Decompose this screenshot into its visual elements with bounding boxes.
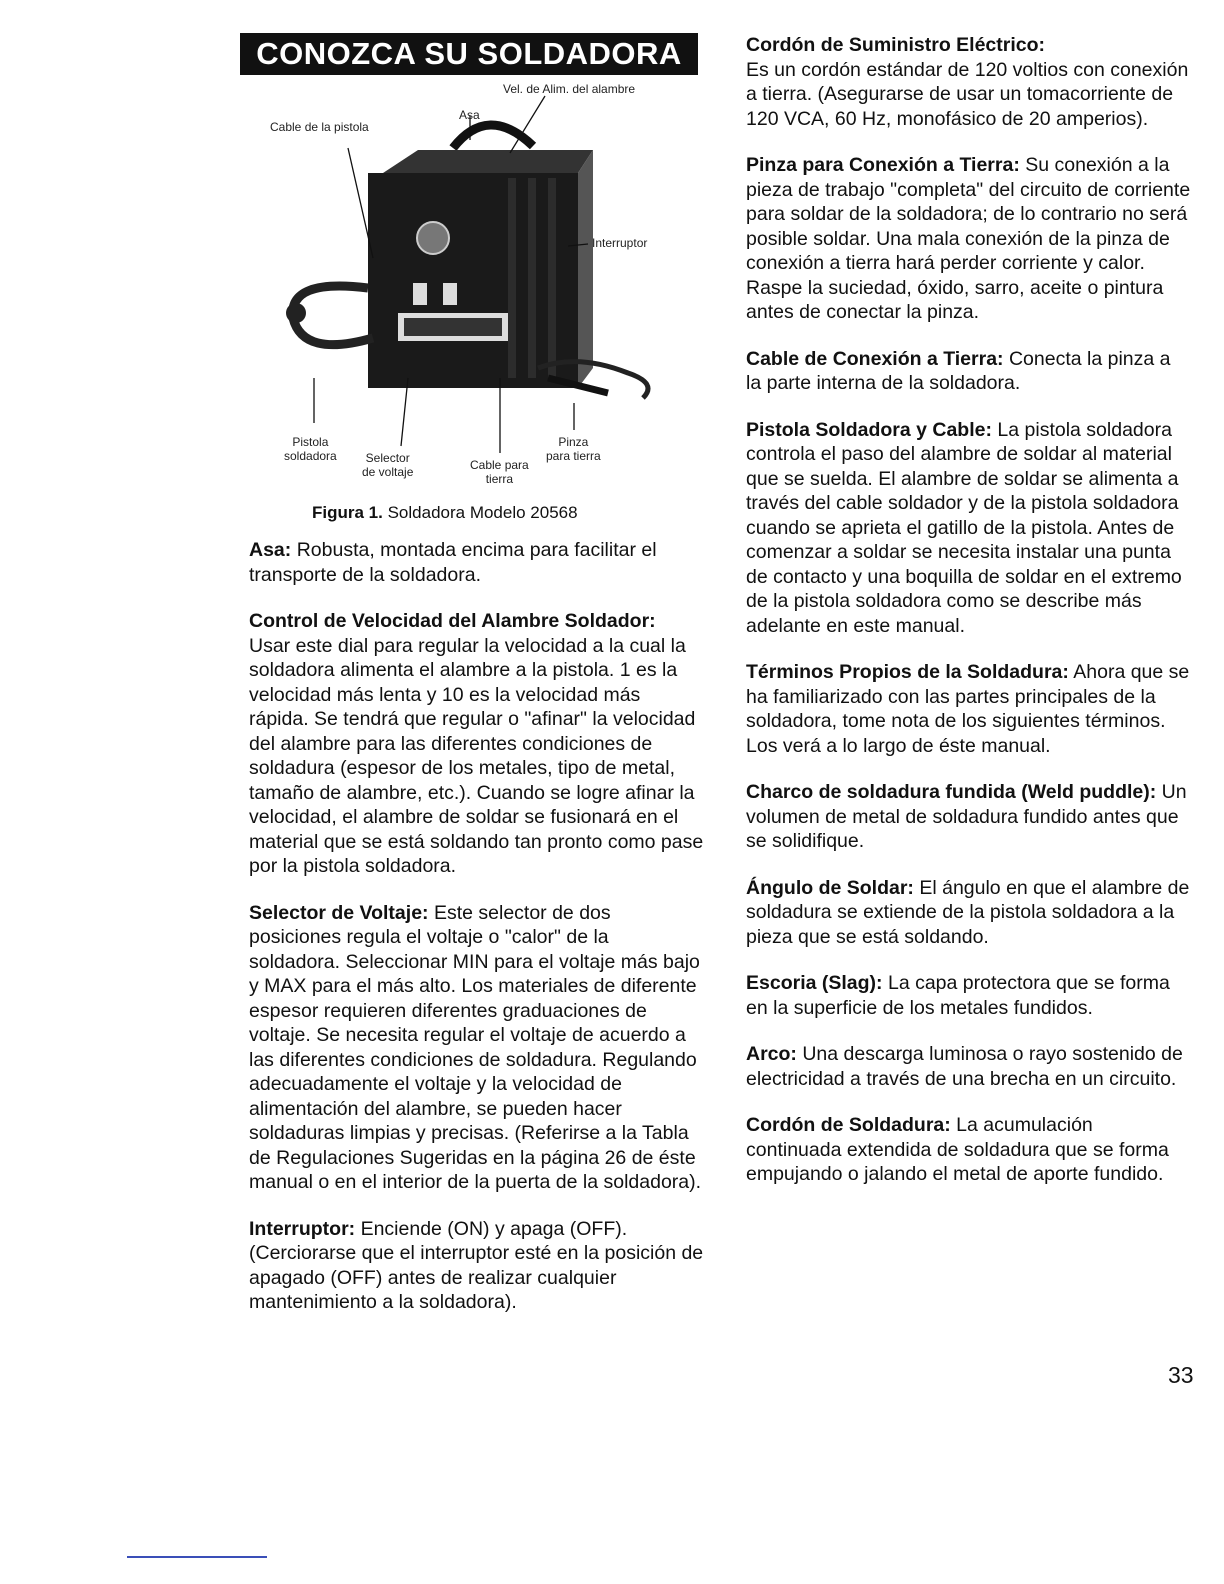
term-text: Su conexión a la pieza de trabajo "completa" del circuito de corriente para soldar de la soldadora; de lo contrario no será posible soldar. Una mala conexión de la pinza de conexión a tierra hará perder corriente y calor. Raspe la suciedad, óxido, sarro, aceite o pintura antes de conectar la pinza.	[746, 154, 1191, 323]
definition-paragraph	[746, 971, 1191, 1020]
term-text: Este selector de dos posiciones regula el voltaje o "calor" de la soldadora. Seleccionar MIN para el voltaje más bajo y MAX para el más alto. Los materiales de diferente espesor requieren diferentes graduaciones de voltaje. Se necesita regular el voltaje de acuerdo a las diferentes condiciones de soldadura. Regulando adecuadamente el voltaje y la velocidad de alimentación del alambre, se pueden hacer soldaduras limpias y precisas. (Referirse a la Tabla de Regulaciones Sugeridas en la página 26 de éste manual o en el interior de la puerta de la soldadora).	[249, 901, 702, 1193]
term-heading: Cordón de Suministro Eléctrico:	[746, 34, 1046, 56]
definition-paragraph	[746, 418, 1191, 639]
definition-paragraph	[746, 1113, 1191, 1187]
right-column	[746, 33, 1191, 1209]
definition-paragraph	[249, 609, 705, 879]
definition-paragraph	[746, 153, 1191, 325]
definition-paragraph	[249, 538, 705, 587]
page-number: 33	[1168, 1362, 1194, 1388]
definition-paragraph	[746, 876, 1191, 950]
term-heading: Cable de Conexión a Tierra:	[746, 347, 1004, 370]
section-title: CONOZCA SU SOLDADORA	[240, 33, 698, 75]
term-text: Robusta, montada encima para facilitar el transporte de la soldadora.	[249, 539, 657, 586]
label-voltage-selector: Selector de voltaje	[362, 451, 414, 479]
term-heading: Pinza para Conexión a Tierra:	[746, 154, 1020, 176]
definition-paragraph	[249, 1217, 705, 1315]
term-heading: Charco de soldadura fundida (Weld puddle):	[746, 781, 1157, 803]
label-wire-speed: Vel. de Alim. del alambre	[503, 82, 636, 96]
term-text: Enciende (ON) y apaga (OFF). (Cerciorarse que el interruptor esté en la posición de apagado (OFF) antes de realizar cualquier mantenimiento a la soldadora).	[249, 1217, 704, 1313]
caption-label: Figura 1.	[312, 503, 383, 522]
term-heading: Ángulo de Soldar:	[746, 876, 914, 899]
term-heading: Asa:	[249, 539, 292, 561]
term-text: El ángulo en que el alambre de soldadura se extiende de la pistola soldadora a la pieza que se está soldando.	[746, 876, 1190, 948]
label-gun: Pistola soldadora	[284, 435, 337, 463]
term-text: Un volumen de metal de soldadura fundido antes que se solidifique.	[746, 781, 1187, 852]
label-gun-cable: Cable de la pistola	[270, 120, 369, 134]
label-clamp: Pinza para tierra	[546, 435, 601, 463]
term-text: Ahora que se ha familiarizado con las partes principales de la soldadora, tome nota de los siguientes términos. Los verá a lo largo de éste manual.	[746, 661, 1190, 757]
caption-text: Soldadora Modelo 20568	[387, 503, 578, 522]
definition-paragraph	[249, 901, 705, 1195]
label-switch: Interruptor	[592, 236, 648, 250]
term-heading: Arco:	[746, 1043, 797, 1065]
term-heading: Cordón de Soldadura:	[746, 1114, 951, 1136]
definition-paragraph	[746, 1042, 1191, 1091]
term-text: Conecta la pinza a la parte interna de la soldadora.	[746, 347, 1171, 394]
term-text: La pistola soldadora controla el paso del alambre de soldar al material que se suelda. El alambre de soldar se alimenta a través del cable soldador y de la pistola soldadora cuando se aprieta el gatillo de la pistola. Antes de comenzar a soldar se necesita instalar una punta de contacto y una boquilla de soldar en el extremo de la pistola soldadora como se describe más adelante en este manual.	[746, 418, 1182, 637]
term-text: La capa protectora que se forma en la superficie de los metales fundidos.	[746, 972, 1170, 1019]
definition-paragraph	[746, 347, 1191, 396]
definition-paragraph	[746, 780, 1191, 854]
left-column	[249, 538, 705, 1337]
label-handle: Asa	[459, 108, 480, 122]
label-ground-cable: Cable para tierra	[470, 458, 529, 486]
definition-paragraph	[746, 660, 1191, 758]
term-text: La acumulación continuada extendida de soldadura que se forma empujando o jalando el metal de aporte fundido.	[746, 1114, 1169, 1185]
footer-rule	[127, 1556, 267, 1558]
welder-figure	[248, 78, 698, 498]
term-heading: Control de Velocidad del Alambre Soldador:	[249, 610, 656, 632]
definition-paragraph	[746, 33, 1191, 131]
term-heading: Selector de Voltaje:	[249, 901, 429, 924]
term-heading: Escoria (Slag):	[746, 972, 883, 994]
term-heading: Términos Propios de la Soldadura:	[746, 661, 1069, 683]
term-text: Usar este dial para regular la velocidad a la cual la soldadora alimenta el alambre a la pistola. 1 es la velocidad más lenta y 10 es la velocidad más rápida. Se tendrá que regular o "afinar" la velocidad del alambre para las diferentes condiciones de soldadura (espesor de los metales, tipo de metal, tamaño de alambre, etc.). Cuando se logre afinar la velocidad, el alambre de soldar se fusionará en el material que se está soldando tan pronto como pase por la pistola soldadora.	[249, 634, 704, 877]
term-text: Es un cordón estándar de 120 voltios con conexión a tierra. (Asegurarse de usar un tomacorriente de 120 VCA, 60 Hz, monofásico de 20 amperios).	[746, 58, 1189, 130]
term-heading: Pistola Soldadora y Cable:	[746, 418, 992, 441]
term-text: Una descarga luminosa o rayo sostenido de electricidad a través de una brecha en un circuito.	[746, 1043, 1183, 1090]
figure-caption	[312, 503, 578, 523]
term-heading: Interruptor:	[249, 1217, 356, 1240]
